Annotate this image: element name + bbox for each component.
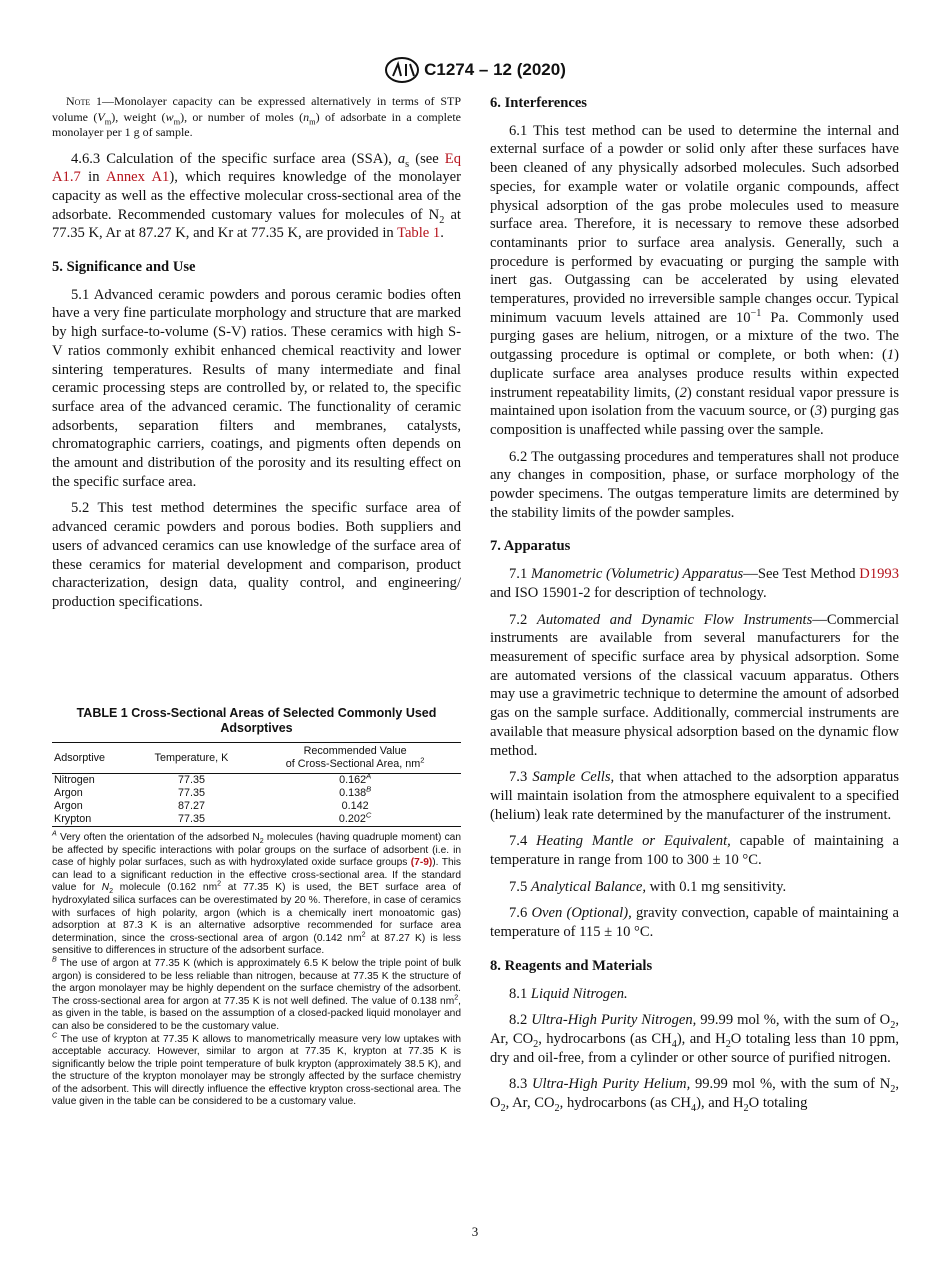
table-footnote-a: $^A$ Very often the orientation of the adsorbed $N_2$ molecules (having quadruple moment) can be affected by specific interactions with polar groups on the surface of adsorbent (i.e. in case of highly polar surfaces, such as with hydroxylated oxide surface groups (7-9)). This can lead to a significant reduction in the effective cross-sectional area. If the standard value for $N_2$ molecule (0.162 $nm^2$ at 77.35 K) is used, the BET surface area of hydroxylated silica surfaces can be overestimated by 20 %. Therefore, in case of ceramics with surfaces of high polarity, argon (which is a chemically inert monoatomic gas) adsorption at 87.3 K is an alternative adsorptive recommended for surface area determination, since the cross-sectional area of argon (0.142 $nm^2$ at 87.27 K) is less sensitive to differences in structure of the adsorbent surface. <box>52 829 461 957</box>
right-column <box>490 94 899 1121</box>
table-header-row <box>52 743 461 774</box>
table-footnote-c: $^C$ The use of krypton at 77.35 K allows to manometrically measure very low uptakes with acceptable accuracy. However, similar to argon at 77.35 K, krypton at 77.35 K is significantly below the triple point temperature of bulk krypton (approximately 38.5 K), and the structure of the krypton monolayer may be strongly affected by the surface chemistry of the adsorbent. This will directly influence the effective krypton cross-sectional area. The value given in the table can be considered to be a customary value. <box>52 1031 461 1108</box>
section-7-heading: 7. Apparatus <box>490 538 571 555</box>
section-8-heading: 8. Reagents and Materials <box>490 957 653 974</box>
paragraph-6-1: 6.1 This test method can be used to determine the internal and external surface of a powder or solid only after these surfaces have been cleaned of any physically adsorbed molecules. Such adsorbed species, for example water or volatile organic compounds, affect physical adsorption of the gas probe molecules used to measure surface area. Therefore, it is necessary to remove these adsorbed contaminants prior to surface area analysis. Generally, such a procedure is performed by evacuating or purging the sample with inert gas. Outgassing can be accelerated by using elevated temperatures, provided no irreversible sample changes occur. Typical minimum vacuum levels attained are $10^{-1}$ Pa. Commonly used purging gases are helium, nitrogen, or a mixture of the two. The outgassing procedure is optimal or complete, or both when: (1) duplicate surface area analyses produce results within expected instrument repeatability limits, (2) constant residual vapor pressure is maintained upon isolation from the vacuum source, or (3) purging gas composition is unaffected while passing over the sample. <box>490 122 899 438</box>
section-5-heading: 5. Significance and Use <box>52 259 196 276</box>
col-recommended-value: Recommended Value of Cross-Sectional Area, $nm^2$ <box>285 745 425 770</box>
section-6-heading: 6. Interferences <box>490 95 587 111</box>
col-temperature: Temperature, K <box>154 751 229 764</box>
table-1-link[interactable]: Table 1 <box>397 225 441 242</box>
table-row: Argon 77.35 $0.138^B$ <box>54 784 372 799</box>
table-1-grid <box>52 742 461 827</box>
eq-a1-7-link[interactable]: Eq A1.7 <box>52 150 461 186</box>
table-row: Nitrogen 77.35 $0.162^A$ <box>54 771 372 786</box>
table-row: Krypton 77.35 $0.202^C$ <box>52 813 461 827</box>
table-row: Argon 87.27 0.142 <box>54 800 369 812</box>
standard-designation: C1274 – 12 (2020) <box>424 60 566 79</box>
d1993-link[interactable]: D1993 <box>859 566 900 583</box>
paragraph-8-1: 8.1 Liquid Nitrogen. <box>509 985 628 1002</box>
paragraph-7-5: 7.5 Analytical Balance, with 0.1 mg sensitivity. <box>509 878 787 895</box>
paragraph-7-1: 7.1 Manometric (Volumetric) Apparatus—See Test Method D1993 and ISO 15901-2 for description of technology. <box>490 566 900 601</box>
paragraph-4-6-3: 4.6.3 Calculation of the specific surface area (SSA), $a_s$ (see Eq A1.7 in Annex A1), which requires knowledge of the monolayer capacity as well as the effective molecular cross-sectional area of the adsorbate. Recommended customary values for molecules of $N_2$ at 77.35 K, Ar at 87.27 K, and Kr at 77.35 K, are provided in Table 1. <box>52 150 462 242</box>
paragraph-7-6: 7.6 Oven (Optional), gravity convection, capable of maintaining a temperature of 115 ± 10 °C. <box>490 905 900 941</box>
paragraph-7-2: 7.2 Automated and Dynamic Flow Instruments—Commercial instruments are available from several manufacturers for the measurement of specific surface area by physical adsorption. Some are automated versions of the classical vacuum apparatus. Others may use a gravimetric technique to determine the amount of adsorbed gas on the sample surface. Additionally, commercial instruments are available that measure physical adsorption based on the dynamic flow method. <box>490 611 899 759</box>
reference-7-9-link[interactable]: (7-9) <box>410 857 433 869</box>
paragraph-7-4: 7.4 Heating Mantle or Equivalent, capable of maintaining a temperature in range from 100 to 300 ± 10 °C. <box>490 833 900 869</box>
col-adsorptive: Adsorptive <box>54 751 106 764</box>
note-1: Note 1—Monolayer capacity can be expressed alternatively in terms of STP volume $(V_m)$, weight $(w_m)$, or number of moles $(n_m)$ of adsorbate in a complete monolayer per 1 g of sample. <box>52 94 462 139</box>
astm-logo-icon <box>384 56 420 84</box>
page-number: 3 <box>471 1224 479 1239</box>
page-header <box>0 56 950 84</box>
paragraph-7-3: 7.3 Sample Cells, that when attached to the adsorption apparatus will maintain isolation from the atmosphere equivalent to a specified (helium) leak rate determined by the manufacturer of the instrument. <box>490 769 899 823</box>
annex-a1-link[interactable]: Annex A1 <box>106 169 170 186</box>
table-1 <box>52 706 461 1109</box>
left-column <box>52 94 461 620</box>
paragraph-6-2: 6.2 The outgassing procedures and temperatures shall not produce any changes in composition, phase, or surface morphology of the powder specimens. The outgas temperature limits are determined by the stability limits of the powder samples. <box>490 448 899 521</box>
table-footnote-b: $^B$ The use of argon at 77.35 K (which is approximately 6.5 K below the triple point of bulk argon) is considered to be less reliable than nitrogen, because at 77.35 K the structure of the argon monolayer may be highly dependent on the surface chemistry of the adsorbent. The cross-sectional area for argon at 77.35 K is not well defined. The value of 0.138 $nm^2$, as given in the table, is based on the assumption of a closed-packed liquid monolayer and can also be considered to be the customary value. <box>52 955 461 1032</box>
paragraph-8-3: 8.3 Ultra-High Purity Helium, 99.99 mol %, with the sum of $N_2$, $O_2$, Ar, $CO_2$, hydrocarbons (as $CH_4$), and $H_2O$ totaling <box>490 1076 899 1114</box>
paragraph-5-2: 5.2 This test method determines the specific surface area of advanced ceramic powders and porous bodies. Both suppliers and users of advanced ceramics can use knowledge of the surface area of these ceramics for material development and comparison, product characterization, design data, quality control, and engineering/ production specifications. <box>52 500 461 610</box>
paragraph-8-2: 8.2 Ultra-High Purity Nitrogen, 99.99 mol %, with the sum of $O_2$, Ar, $CO_2$, hydrocarbons (as $CH_4$), and $H_2O$ totaling less than 10 ppm, dry and oil-free, from a cylinder or other source of purified nitrogen. <box>490 1012 899 1066</box>
table-1-title: TABLE 1 Cross-Sectional Areas of Selected Commonly Used Adsorptives <box>76 706 437 735</box>
paragraph-5-1: 5.1 Advanced ceramic powders and porous ceramic bodies often have a very fine particulate morphology and structure that are marked by high surface-to-volume (S-V) ratios. These ceramics with high S-V ratios commonly exhibit enhanced chemical reactivity and lower sintering temperatures. Results of many intermediate and final ceramic processing steps are controlled by, or related to, the specific surface area of the advanced ceramic. The functionality of ceramic adsorbents, separation filters and membranes, catalysts, chromatographic carriers, coatings, and pigments often depends on the amount and distribution of the porosity and its resulting effect on the specific surface area. <box>52 286 461 490</box>
note-label: Note 1 <box>66 94 103 108</box>
